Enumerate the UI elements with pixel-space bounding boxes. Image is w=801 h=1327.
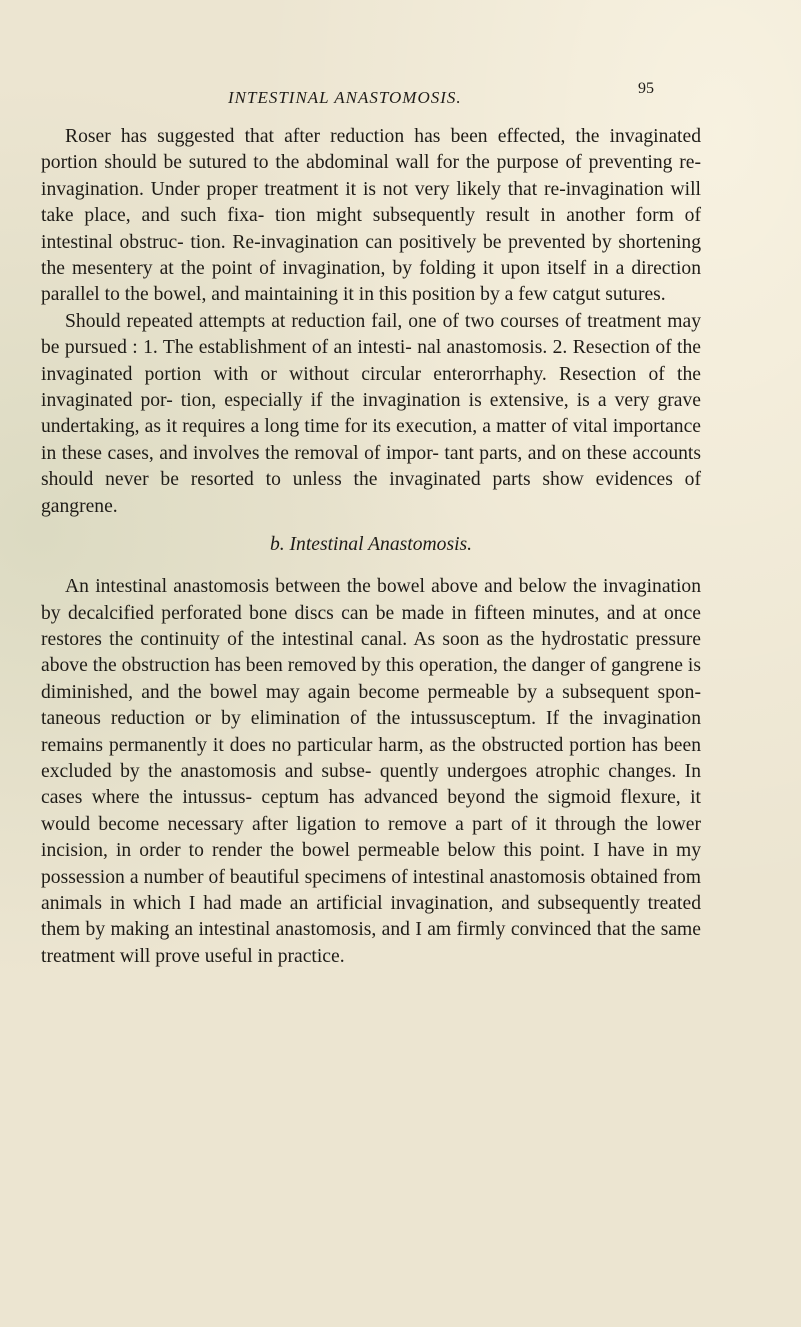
running-title: INTESTINAL ANASTOMOSIS. [228, 88, 462, 107]
paragraph: Roser has suggested that after reduction has been effected, the invaginated portion should be sutured to the abdominal wall for the purpose of preventing re-invagination. Under proper treatment it is not very likely that re-invagination will take place, and such fixa- tion might subsequently result in another form of intestinal obstruc- tion. Re-invagination can positively be prevented by shortening the mesentery at the point of invagination, by folding it upon itself in a direction parallel to the bowel, and maintaining it in this position by a few catgut sutures. [41, 126, 701, 306]
paragraph: Should repeated attempts at reduction fail, one of two courses of treatment may be pursued : 1. The establishment of an intesti- nal anastomosis. 2. Resection of the invaginated portion with or without circular enterorrhaphy. Resection of the invaginated por- tion, especially if the invagination is extensive, is a very grave undertaking, as it requires a long time for its execution, a matter of vital importance in these cases, and involves the removal of impor- tant parts, and on these accounts should never be resorted to unless the invaginated parts show evidences of gangrene. [41, 310, 701, 517]
page-number: 95 [638, 80, 654, 97]
body-text [41, 124, 701, 970]
section-heading: b. Intestinal Anastomosis. [269, 534, 473, 556]
paragraph: An intestinal anastomosis between the bowel above and below the invagination by decalcified perforated bone discs can be made in fifteen minutes, and at once restores the continuity of the intestinal canal. As soon as the hydrostatic pressure above the obstruction has been removed by this operation, the danger of gangrene is diminished, and the bowel may again become permeable by a subsequent spon- taneous reduction or by elimination of the intussusceptum. If the invagination remains permanently it does no particular harm, as the obstructed portion has been excluded by the anastomosis and subse- quently undergoes atrophic changes. In cases where the intussus- ceptum has advanced beyond the sigmoid flexure, it would become necessary after ligation to remove a part of it through the lower incision, in order to render the bowel permeable below this point. I have in my possession a number of beautiful specimens of intestinal anastomosis obtained from animals in which I had made an artificial invagination, and subsequently treated them by making an intestinal anastomosis, and I am firmly convinced that the same treatment will prove useful in practice. [41, 576, 701, 967]
page-header [228, 80, 708, 118]
